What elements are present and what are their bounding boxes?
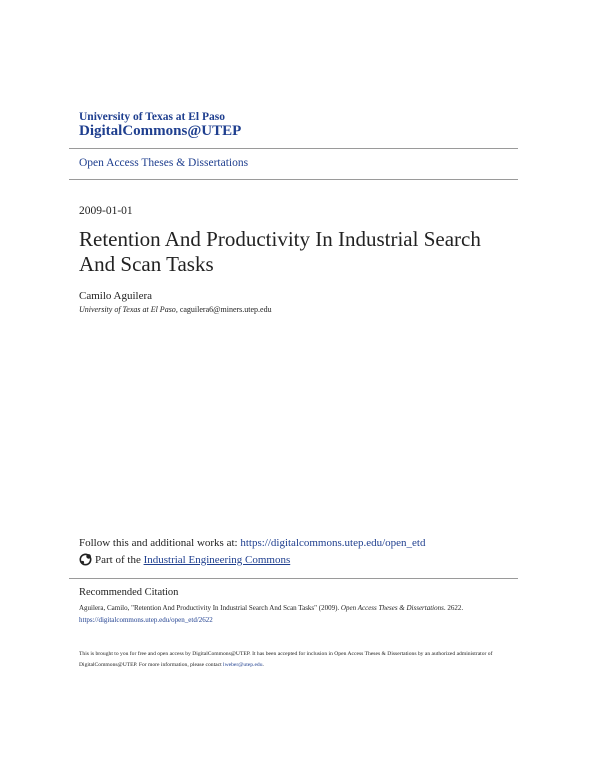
affiliation-separator: , <box>175 305 180 314</box>
recommended-citation-heading: Recommended Citation <box>79 587 179 598</box>
follow-prefix: Follow this and additional works at: <box>79 537 241 549</box>
notice-end: . <box>262 662 264 668</box>
contact-email-link[interactable]: lweber@utep.edu <box>223 662 263 668</box>
divider-middle <box>69 179 518 180</box>
follow-line <box>79 537 425 549</box>
partof-prefix: Part of the <box>95 553 141 566</box>
part-of-line <box>79 553 290 566</box>
author-email[interactable]: caguilera6@miners.utep.edu <box>179 305 272 314</box>
notice-text: This is brought to you for free and open access by DigitalCommons@UTEP. It has been accepted for inclusion in Open Access Theses & Dissertations by an authorized administrator of DigitalCommons@UTEP. For more information, please contact <box>79 651 493 668</box>
citation-text-before: Aguilera, Camilo, "Retention And Productivity In Industrial Search And Scan Tasks" (2009). <box>79 604 341 612</box>
citation-text-after: . 2622. <box>443 604 464 612</box>
recommended-citation-text <box>79 602 524 626</box>
repository-name[interactable]: DigitalCommons@UTEP <box>79 123 242 139</box>
divider-top <box>69 148 518 149</box>
collection-link[interactable]: Open Access Theses & Dissertations <box>79 157 249 169</box>
access-notice <box>79 649 524 671</box>
publication-date: 2009-01-01 <box>79 205 133 217</box>
follow-url-link[interactable]: https://digitalcommons.utep.edu/open_etd <box>240 537 426 549</box>
institution-name: University of Texas at El Paso <box>79 111 225 123</box>
bepress-network-icon <box>79 553 92 566</box>
paper-title: Retention And Productivity In Industrial Search And Scan Tasks <box>79 227 481 276</box>
author-affiliation <box>79 305 272 314</box>
citation-url-link[interactable]: https://digitalcommons.utep.edu/open_etd/2622 <box>79 616 213 624</box>
industrial-engineering-commons-link[interactable]: Industrial Engineering Commons <box>143 553 291 566</box>
divider-citation <box>69 578 518 579</box>
citation-journal: Open Access Theses & Dissertations <box>340 604 444 612</box>
affiliation-name: University of Texas at El Paso <box>79 305 176 314</box>
author-name: Camilo Aguilera <box>79 290 153 302</box>
